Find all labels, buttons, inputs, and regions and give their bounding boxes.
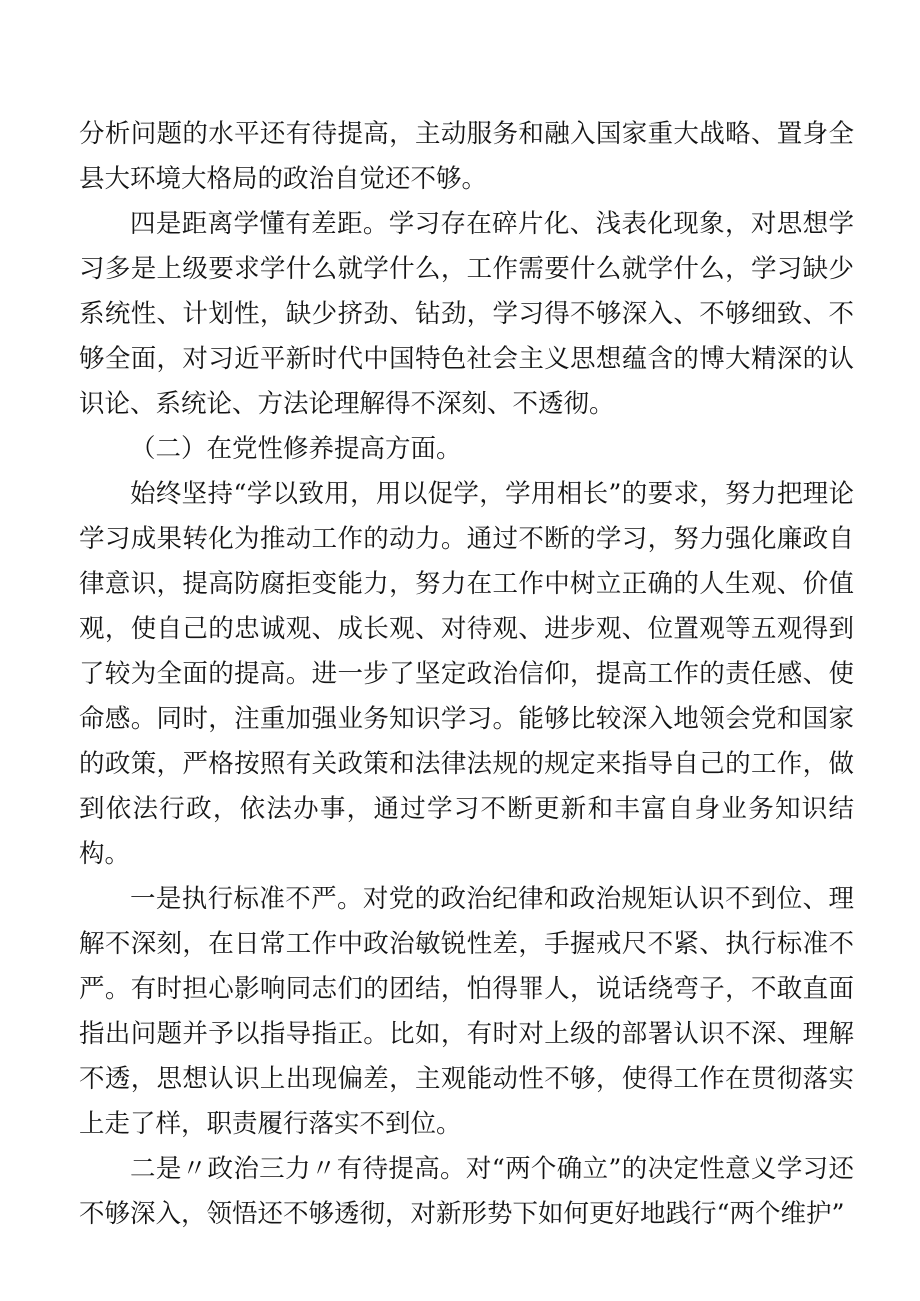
paragraph-point-one: 一是执行标准不严。对党的政治纪律和政治规矩认识不到位、理解不深刻，在日常工作中政治敏锐性差，手握戒尺不紧、执行标准不严。有时担心影响同志们的团结，怕得罪人，说话绕弯子，不敢直面指出问题并予以指导指正。比如，有时对上级的部署认识不深、理解不透，思想认识上出现偏差，主观能动性不够，使得工作在贯彻落实上走了样，职责履行落实不到位。 bbox=[79, 884, 854, 1139]
document-body bbox=[79, 112, 854, 1237]
paragraph-point-two: 二是〃政治三力〃有待提高。对“两个确立”的决定性意义学习还不够深入，领悟还不够透彻，对新形势下如何更好地践行“两个维护” bbox=[79, 1154, 854, 1229]
paragraph-continuation: 分析问题的水平还有待提高，主动服务和融入国家重大战略、置身全县大环境大格局的政治自觉还不够。 bbox=[79, 119, 854, 194]
section-heading-party-spirit: （二）在党性修养提高方面。 bbox=[130, 434, 462, 464]
paragraph-study-application: 始终坚持“学以致用，用以促学，学用相长”的要求，努力把理论学习成果转化为推动工作的动力。通过不断的学习，努力强化廉政自律意识，提高防腐拒变能力，努力在工作中树立正确的人生观、价值观，使自己的忠诚观、成长观、对待观、进步观、位置观等五观得到了较为全面的提高。进一步了坚定政治信仰，提高工作的责任感、使命感。同时，注重加强业务知识学习。能够比较深入地领会党和国家的政策，严格按照有关政策和法律法规的规定来指导自己的工作，做到依法行政，依法办事，通过学习不断更新和丰富自身业务知识结构。 bbox=[79, 479, 854, 869]
paragraph-point-four: 四是距离学懂有差距。学习存在碎片化、浅表化现象，对思想学习多是上级要求学什么就学什么，工作需要什么就学什么，学习缺少系统性、计划性，缺少挤劲、钻劲，学习得不够深入、不够细致、不够全面，对习近平新时代中国特色社会主义思想蕴含的博大精深的认识论、系统论、方法论理解得不深刻、不透彻。 bbox=[79, 209, 854, 419]
